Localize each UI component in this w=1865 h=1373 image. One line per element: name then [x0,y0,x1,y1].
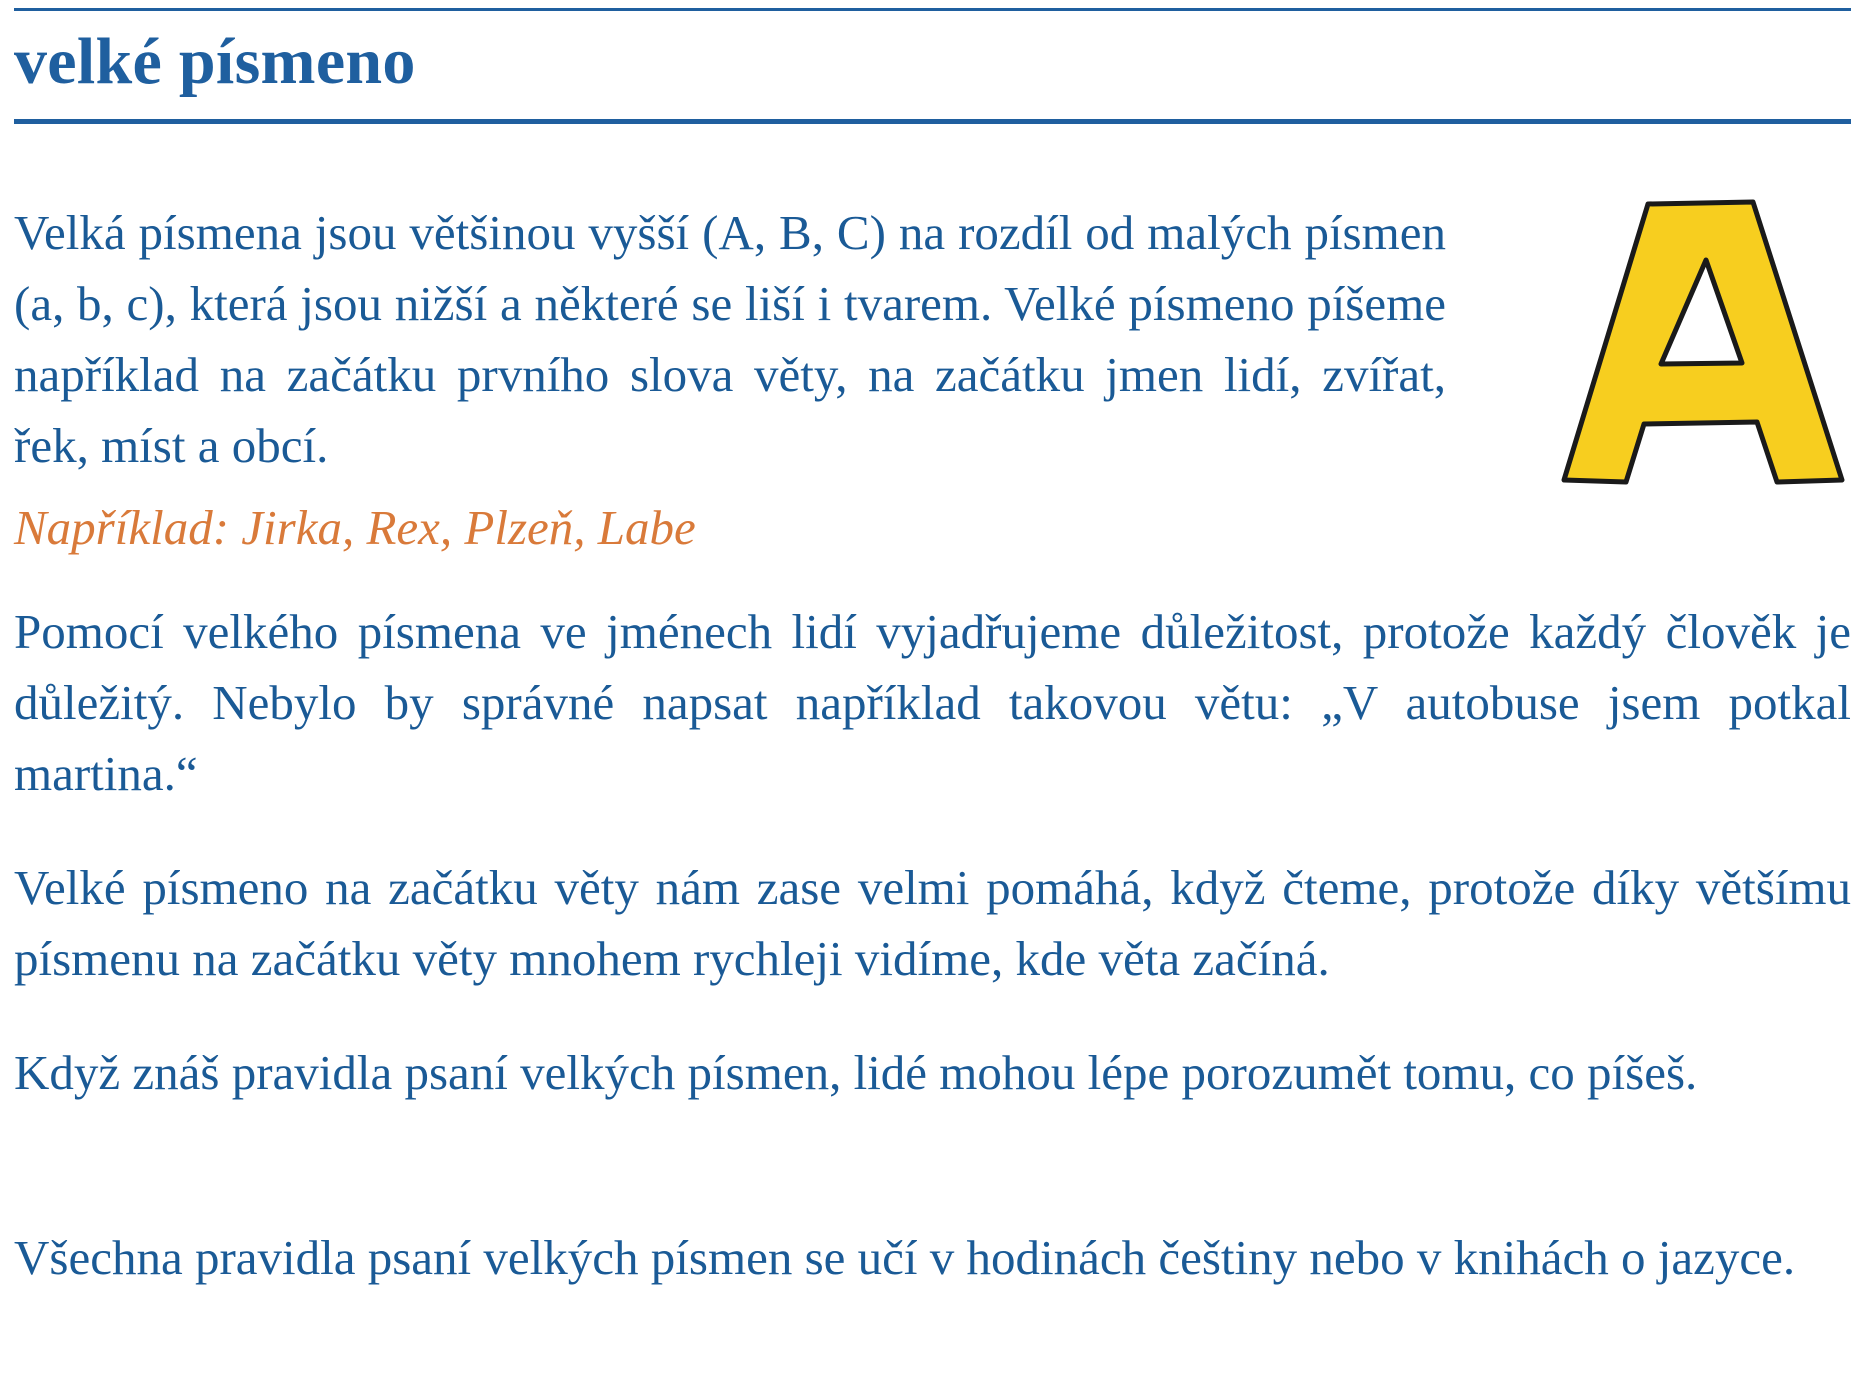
title-underline-rule [14,119,1851,124]
intro-paragraph: Velká písmena jsou většinou vyšší (A, B, C) na rozdíl od malých písmen (a, b, c), která jsou nižší a některé se liší i tvarem. Velké písmeno píšeme například na začátku prvního slova věty, na začátku jmen lidí, zvířat, řek, míst a obcí. [14,205,1446,473]
capital-letter-a-icon [1560,194,1846,490]
letter-a-shape [1564,202,1842,482]
page-title: velké písmeno [14,25,416,98]
paragraph-names-importance: Pomocí velkého písmena ve jménech lidí vyjadřujeme důležitost, protože každý člověk je důležitý. Nebylo by správné napsat například takovou větu: „V autobuse jsem potkal martina.“ [14,604,1851,801]
paragraph-sentence-start: Velké písmeno na začátku věty nám zase velmi pomáhá, když čteme, protože díky většímu písmenu na začátku věty mnohem rychleji vidíme, kde věta začíná. [14,860,1851,986]
example-line: Například: Jirka, Rex, Plzeň, Labe [14,500,696,555]
top-rule [14,8,1851,11]
paragraph-where-learned: Všechna pravidla psaní velkých písmen se učí v hodinách češtiny nebo v knihách o jazyce. [14,1230,1796,1285]
paragraph-understanding: Když znáš pravidla psaní velkých písmen, lidé mohou lépe porozumět tomu, co píšeš. [14,1045,1698,1100]
